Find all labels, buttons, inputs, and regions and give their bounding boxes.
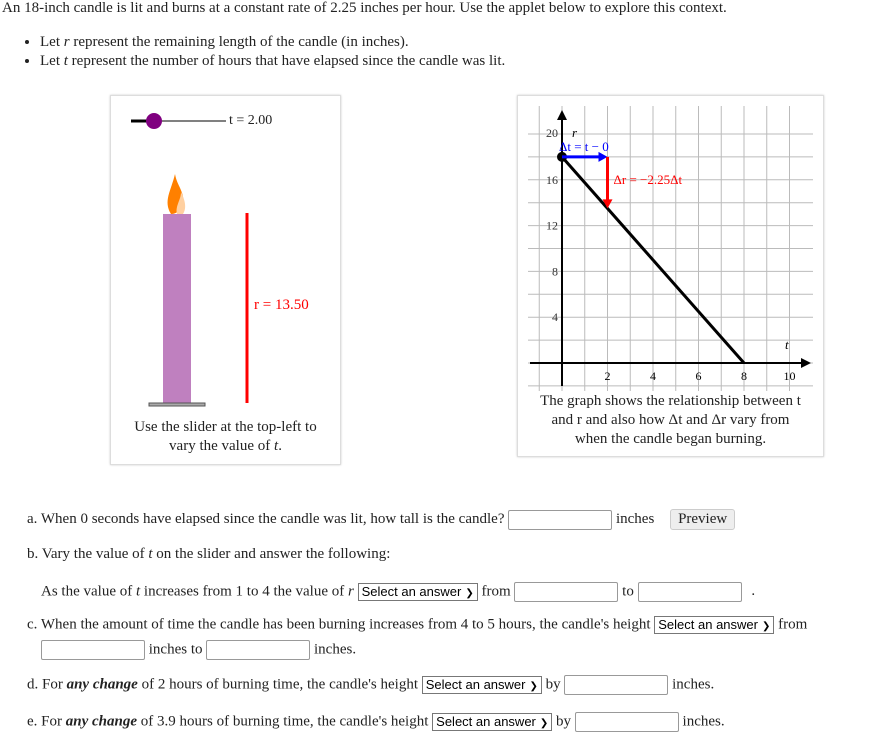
y-tick-label: 16 — [546, 172, 558, 187]
candle-applet — [110, 95, 341, 465]
t-axis-arrow-icon — [801, 358, 811, 368]
definition-r: • Let r represent the remaining length of the candle (in inches). — [40, 33, 505, 52]
definition-t: • Let t represent the number of hours that have elapsed since the candle was lit. — [40, 52, 505, 71]
question-c-line2: inches to inches. — [41, 640, 356, 660]
delta-r-label: Δr = −2.25Δt — [613, 171, 683, 187]
answer-e-select[interactable]: Select an answer ❯ — [432, 713, 552, 731]
answer-d-input[interactable] — [564, 675, 668, 695]
x-tick-label: 10 — [783, 369, 796, 383]
answer-c-select[interactable]: Select an answer ❯ — [654, 616, 774, 634]
answer-b-from-input[interactable] — [514, 582, 618, 602]
delta-t-label: Δt = t − 0 — [559, 138, 609, 154]
chevron-down-icon: ❯ — [465, 588, 474, 599]
slider-value-label: t = 2.00 — [229, 113, 273, 128]
answer-c-to-input[interactable] — [206, 640, 310, 660]
r-axis-arrow-icon — [557, 110, 567, 120]
r-value-label: r = 13.50 — [254, 297, 309, 313]
definitions-list — [18, 33, 505, 71]
answer-b-select[interactable]: Select an answer ❯ — [358, 583, 478, 601]
chevron-down-icon: ❯ — [529, 681, 538, 692]
candle-caption: Use the slider at the top-left to vary the value of t. — [134, 419, 317, 454]
question-b: b. Vary the value of t on the slider and answer the following: — [27, 546, 391, 562]
question-e: e. For any change of 3.9 hours of burning time, the candle's height Select an answer ❯ by inches. — [27, 712, 725, 732]
chevron-down-icon: ❯ — [539, 718, 549, 729]
graph-caption: The graph shows the relationship between t and r and also how Δt and Δr vary from when the candle began burning. — [540, 393, 801, 447]
x-tick-label: 6 — [695, 369, 702, 383]
preview-button[interactable]: Preview — [670, 509, 735, 530]
x-tick-label: 2 — [604, 369, 611, 383]
intro-text: An 18-inch candle is lit and burns at a constant rate of 2.25 inches per hour. Use the applet below to explore this context. — [2, 0, 727, 16]
y-tick-label: 4 — [552, 310, 558, 325]
question-b-line: As the value of t increases from 1 to 4 the value of r Select an answer ❯ from to . — [41, 582, 755, 602]
graph — [518, 96, 823, 391]
question-a: a. When 0 seconds have elapsed since the candle was lit, how tall is the candle? inches Preview — [27, 509, 735, 530]
candle-base — [149, 403, 205, 406]
question-d: d. For any change of 2 hours of burning time, the candle's height Select an answer ❯ by inches. — [27, 675, 714, 695]
y-tick-label: 8 — [552, 264, 558, 279]
chevron-down-icon: ❯ — [761, 621, 771, 632]
answer-a-input[interactable] — [508, 510, 612, 530]
y-axis-label: r — [572, 125, 578, 140]
answer-d-select[interactable]: Select an answer ❯ — [422, 676, 542, 694]
x-tick-label: 8 — [741, 369, 747, 383]
slider-knob[interactable] — [146, 113, 162, 129]
answer-c-from-input[interactable] — [41, 640, 145, 660]
x-axis-label: t — [784, 337, 789, 352]
question-c: c. When the amount of time the candle has been burning increases from 4 to 5 hours, the candle's height Select an answer ❯ from — [27, 616, 808, 633]
answer-b-to-input[interactable] — [638, 582, 742, 602]
y-tick-label: 12 — [546, 218, 558, 233]
answer-e-input[interactable] — [575, 712, 679, 732]
graph-applet — [517, 95, 824, 457]
y-tick-label: 20 — [546, 126, 558, 140]
candle-body — [163, 214, 191, 404]
x-tick-label: 4 — [650, 369, 656, 383]
